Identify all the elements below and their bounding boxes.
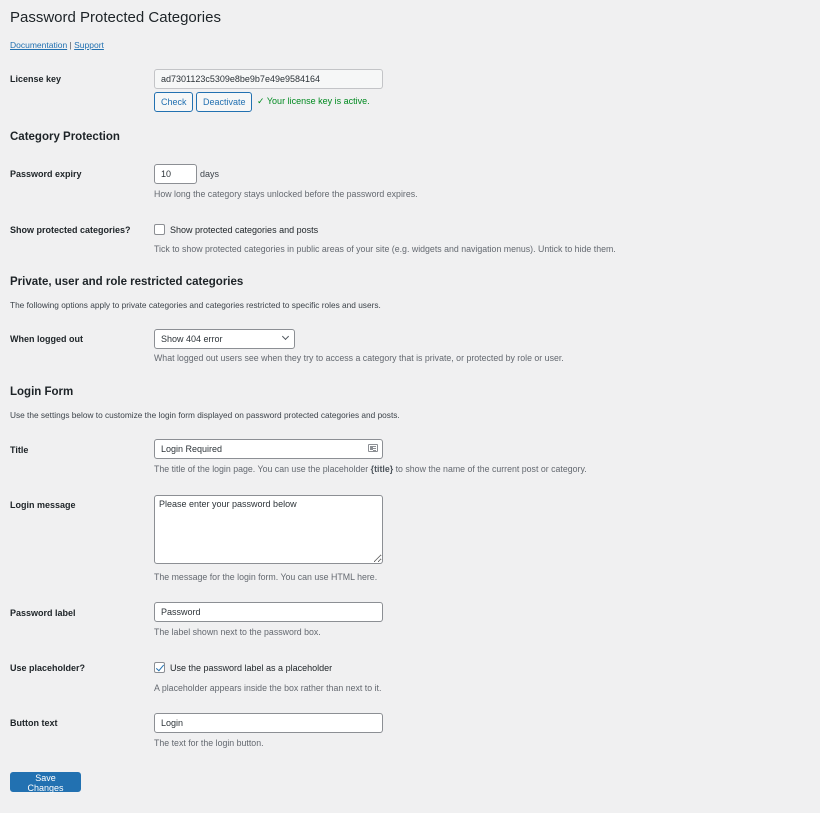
password-expiry-label: Password expiry — [10, 169, 82, 179]
login-message-textarea[interactable] — [154, 495, 383, 564]
when-logged-out-label: When logged out — [10, 334, 83, 344]
support-link[interactable]: Support — [74, 40, 104, 50]
title-placeholder-code: {title} — [370, 464, 394, 474]
title-input[interactable] — [154, 439, 383, 459]
title-description-text: The title of the login page. You can use the placeholder — [154, 464, 371, 474]
license-key-label: License key — [10, 74, 62, 84]
password-label-description: The label shown next to the password box. — [154, 627, 321, 637]
show-protected-label: Show protected categories? — [10, 225, 131, 235]
save-changes-button[interactable]: Save Changes — [10, 772, 81, 792]
login-message-label: Login message — [10, 500, 76, 510]
password-label-input[interactable] — [154, 602, 383, 622]
license-status: ✓ Your license key is active. — [257, 96, 370, 106]
title-description — [154, 464, 587, 474]
use-placeholder-label: Use placeholder? — [10, 663, 86, 673]
license-key-input[interactable] — [154, 69, 383, 89]
use-placeholder-option[interactable] — [154, 662, 332, 673]
use-placeholder-description: A placeholder appears inside the box rather than next to it. — [154, 683, 382, 693]
password-label-label: Password label — [10, 608, 76, 618]
check-license-button[interactable]: Check — [154, 92, 193, 112]
documentation-link[interactable]: Documentation — [10, 40, 68, 50]
private-restricted-description: The following options apply to private categories and categories restricted to specific roles and users. — [10, 300, 381, 310]
title-field-wrapper — [154, 439, 383, 459]
when-logged-out-select[interactable] — [154, 329, 295, 349]
use-placeholder-checkbox-label: Use the password label as a placeholder — [170, 662, 333, 673]
when-logged-out-selected: Show 404 error — [161, 334, 223, 344]
login-form-description: Use the settings below to customize the login form displayed on password protected categories and posts. — [10, 410, 400, 420]
chevron-down-icon — [282, 333, 289, 340]
password-expiry-input[interactable] — [154, 164, 197, 184]
show-protected-checkbox-label: Show protected categories and posts — [170, 224, 319, 235]
show-protected-option[interactable] — [154, 224, 318, 235]
button-text-input[interactable] — [154, 713, 383, 733]
private-restricted-heading: Private, user and role restricted categories — [10, 276, 244, 288]
button-text-description: The text for the login button. — [154, 738, 264, 748]
login-message-description: The message for the login form. You can use HTML here. — [154, 572, 378, 582]
when-logged-out-description: What logged out users see when they try to access a category that is private, or protected by role or user. — [154, 353, 564, 363]
title-label: Title — [10, 445, 29, 455]
category-protection-heading: Category Protection — [10, 131, 120, 143]
page-title: Password Protected Categories — [10, 9, 221, 26]
contact-card-icon[interactable] — [368, 444, 378, 452]
show-protected-checkbox[interactable] — [154, 224, 165, 235]
button-text-label: Button text — [10, 718, 58, 728]
use-placeholder-checkbox[interactable] — [154, 662, 165, 673]
title-description-text-end: to show the name of the current post or category. — [393, 464, 587, 474]
link-separator: | — [69, 40, 72, 50]
password-expiry-unit: days — [200, 169, 220, 179]
show-protected-description: Tick to show protected categories in public areas of your site (e.g. widgets and navigation menus). Untick to hide them. — [154, 244, 616, 254]
login-form-heading: Login Form — [10, 386, 74, 398]
help-links — [10, 40, 104, 50]
password-expiry-description: How long the category stays unlocked before the password expires. — [154, 189, 418, 199]
deactivate-license-button[interactable]: Deactivate — [196, 92, 252, 112]
